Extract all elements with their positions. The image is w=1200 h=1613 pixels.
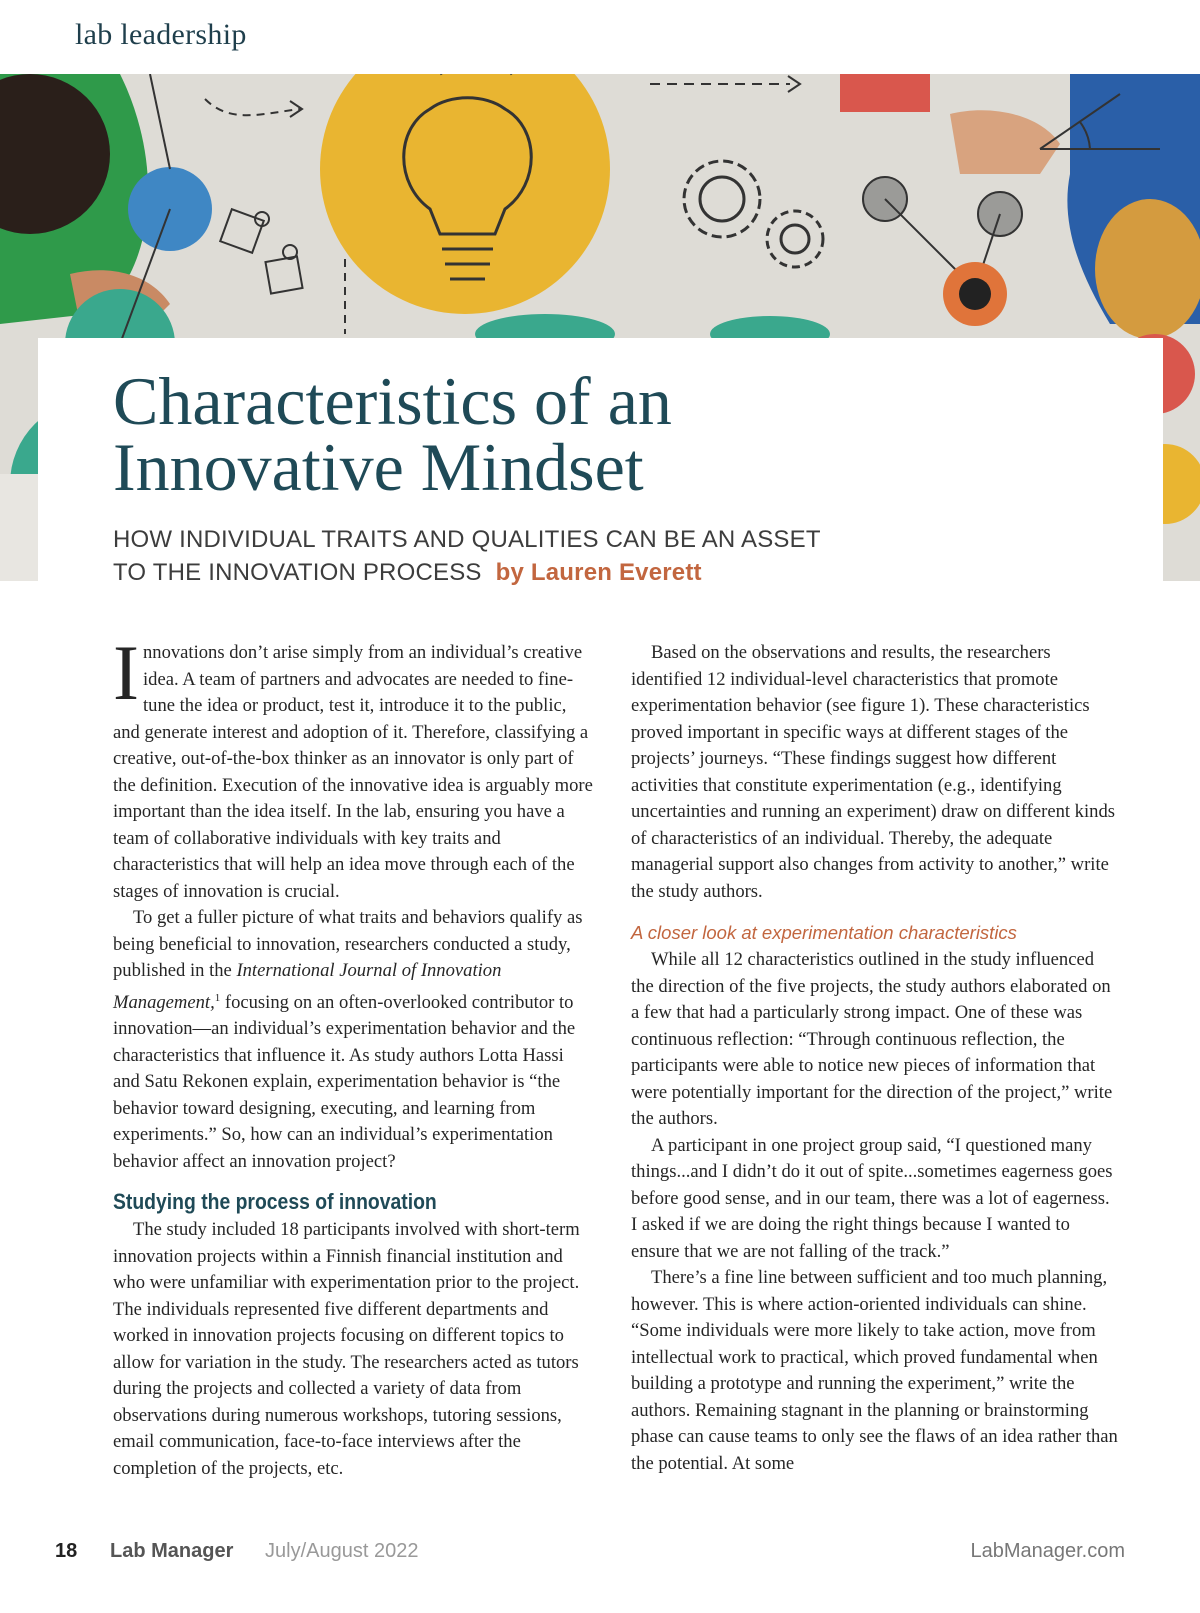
right-column xyxy=(631,640,1119,1477)
subtitle-line-1: HOW INDIVIDUAL TRAITS AND QUALITIES CAN BE AN ASSET xyxy=(113,526,821,553)
paragraph-text: nnovations don’t arise simply from an individual’s creative idea. A team of partners and advocates are needed to fine-tune the idea or product, test it, introduce it to the public, and generate interest and adoption of it. Therefore, classifying a creative, out-of-the-box thinker as an innovator is only part of the definition. Execution of the innovative idea is arguably more important than the idea itself. In the lab, ensuring you have a team of collaborative individuals with key traits and characteristics that will help an idea move through each of the stages of innovation is crucial. xyxy=(113,642,593,902)
publication-name: Lab Manager xyxy=(110,1540,234,1562)
title-line-2: Innovative Mindset xyxy=(113,429,644,505)
section-heading: Studying the process of innovation xyxy=(113,1189,437,1215)
left-column xyxy=(113,629,595,1482)
journal-name: International Journal of Innovation Management, xyxy=(113,960,502,1013)
page-footer xyxy=(0,1540,1200,1576)
paragraph: Based on the observations and results, the researchers identified 12 individual-level characteristics that promote experimentation behavior (see figure 1). These characteristics proved important in specific ways at different stages of the projects’ journeys. “These findings suggest how different activities that constitute experimentation (e.g., identifying uncertainties and running an experiment) draw on different kinds of characteristics of an individual. Thereby, the adequate managerial support also changes from activity to another,” write the study authors. xyxy=(631,642,1115,902)
paragraph: While all 12 characteristics outlined in the study influenced the direction of the five projects, the study authors elaborated on a few that had a particularly strong impact. One of these was continuous reflection: “Through continuous reflection, the participants were able to notice new pieces of information that were potentially important for the direction of the project,” write the authors. xyxy=(631,949,1113,1129)
website-link[interactable]: LabManager.com xyxy=(970,1540,1125,1562)
title-card xyxy=(38,338,1163,588)
paragraph: The study included 18 participants involved with short-term innovation projects within a Finnish financial institution and who were unfamiliar with experimentation prior to the project. The individuals represented five different departments and worked in innovation projects focusing on different topics to allow for variation in the study. The researchers acted as tutors during the projects and collected a variety of data from observations during numerous workshops, tutoring sessions, email communication, face-to-face interviews after the completion of the projects, etc. xyxy=(113,1219,580,1479)
title-line-1: Characteristics of an xyxy=(113,363,672,439)
paragraph: There’s a fine line between sufficient and too much planning, however. This is where action-oriented individuals can shine. “Some individuals were more likely to take action, move from intellectual work to practical, which proved fundamental when building a prototype and running the experiment,” write the authors. Remaining stagnant in the planning or brainstorming phase can cause teams to only see the flaws of an idea rather than the potential. At some xyxy=(631,1267,1118,1474)
paragraph: A participant in one project group said, “I questioned many things...and I didn’t do it out of spite...sometimes eagerness goes before good sense, and in our team, there was a lot of eagerness. I asked if we are doing the right things because I wanted to ensure that we are not falling of the track.” xyxy=(631,1134,1113,1262)
paragraph xyxy=(113,905,595,1175)
paragraph-text: To get a fuller picture of what traits and behaviors qualify as being beneficial to innovation, researchers conducted a study, published in the xyxy=(113,907,583,981)
issue-date: July/August 2022 xyxy=(265,1540,419,1562)
paragraph-text: focusing on an often-overlooked contributor to innovation—an individual’s experimentation behavior and the characteristics that influence it. As study authors Lotta Hassi and Satu Rekonen explain, experimentation behavior is “the behavior toward designing, executing, and learning from experiments.” So, how can an individual’s experimentation behavior affect an innovation project? xyxy=(113,991,576,1172)
article-title xyxy=(113,363,1013,505)
section-label: lab leadership xyxy=(75,18,247,51)
subtitle-line-2: TO THE INNOVATION PROCESS xyxy=(113,559,482,586)
section-heading: A closer look at experimentation characteristics xyxy=(631,922,1017,943)
byline: by Lauren Everett xyxy=(495,559,702,586)
reference-marker: 1 xyxy=(214,991,221,1004)
drop-cap: I xyxy=(113,629,139,716)
article-subtitle xyxy=(113,523,1013,589)
paragraph xyxy=(113,629,595,905)
page-number: 18 xyxy=(55,1540,78,1562)
